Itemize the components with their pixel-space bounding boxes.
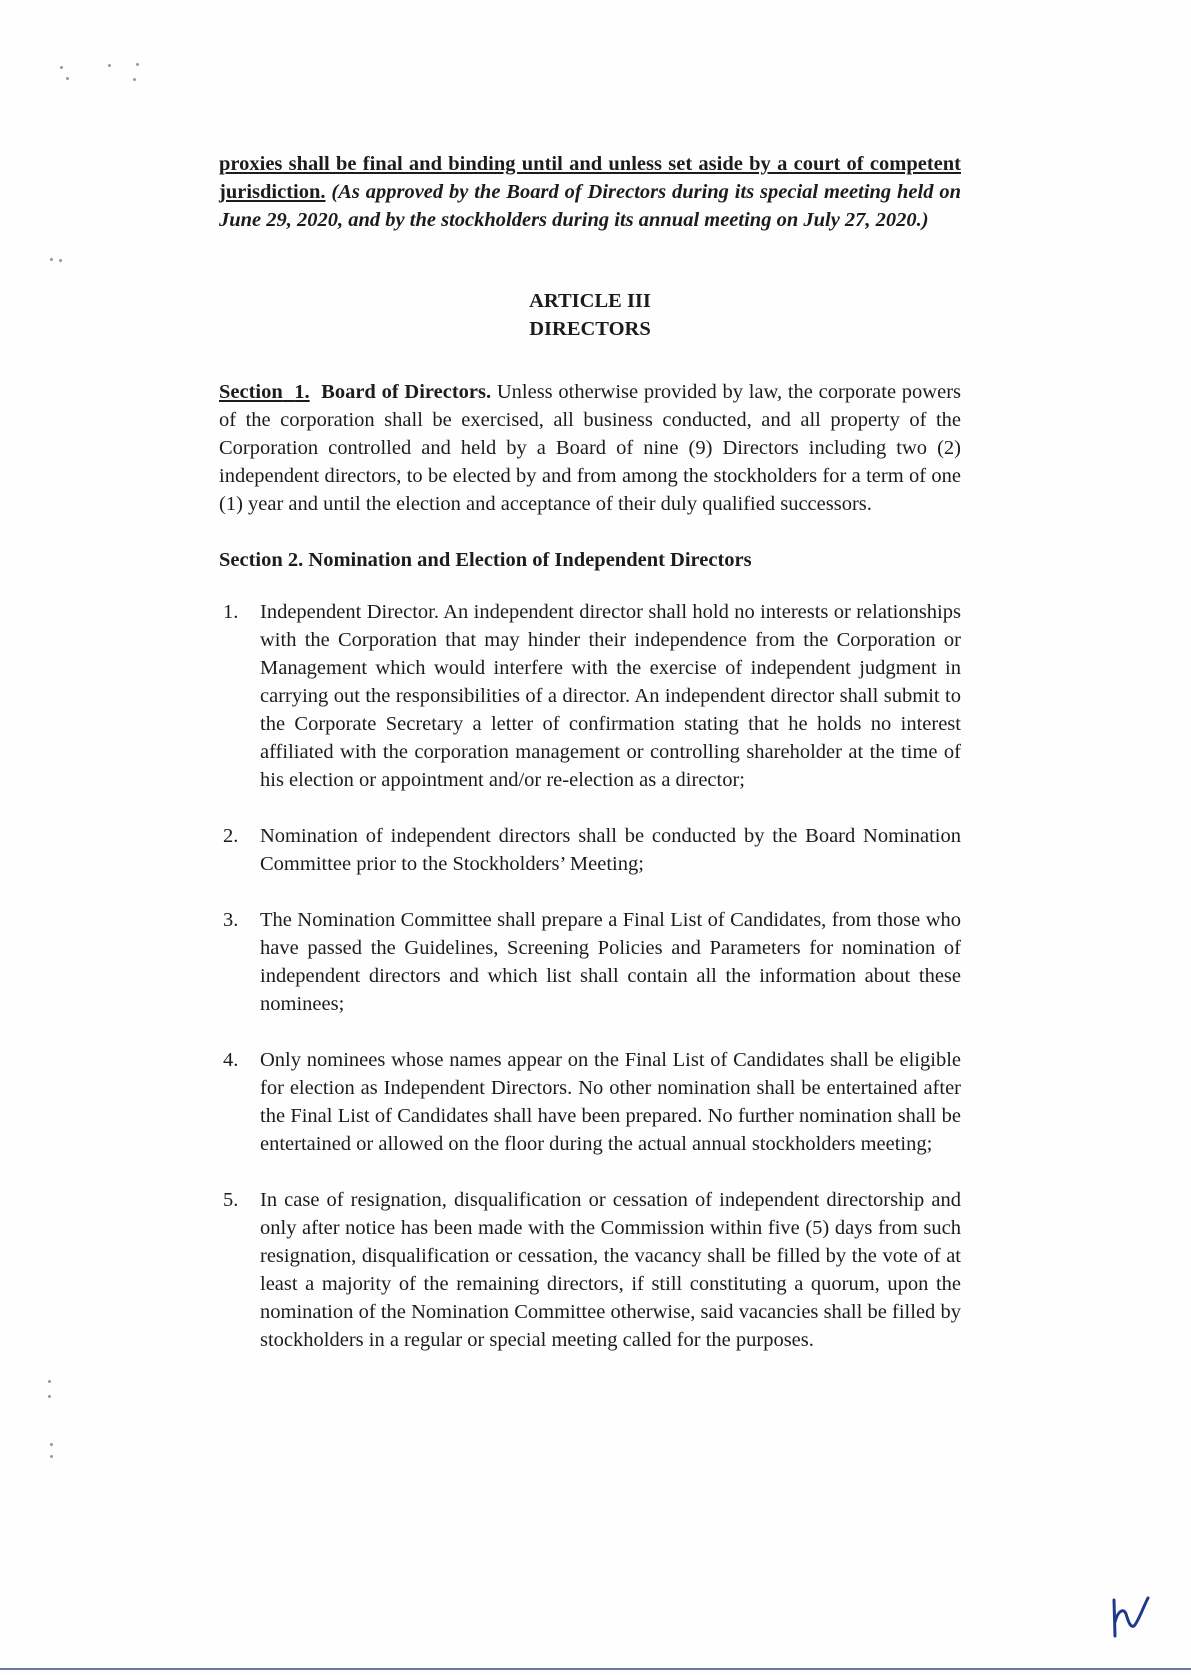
list-item-number: 1. (223, 601, 239, 623)
proxies-clause: proxies shall be final and binding until and unless set aside by a court of competent jurisdiction. (219, 153, 961, 203)
list-item-text: Nomination of independent directors shall be conducted by the Board Nomination Committee prior to the Stockholders’ Meeting; (260, 825, 961, 875)
continuation-paragraph (219, 150, 961, 234)
section-2-items (219, 598, 961, 1354)
list-item (219, 906, 961, 1018)
list-item-text: The Nomination Committee shall prepare a Final List of Candidates, from those who have passed the Guidelines, Screening Policies and Parameters for nomination of independent directors and which list shall contain all the information about these nominees; (260, 909, 961, 1015)
handwritten-initials-icon (1108, 1592, 1156, 1638)
list-item-number: 2. (223, 825, 239, 847)
section-1-label-prefix: Section (219, 381, 283, 403)
list-item-number: 3. (223, 909, 239, 931)
section-1-label-number: 1. (294, 381, 310, 403)
list-item-text: In case of resignation, disqualification or cessation of independent directorship and only after notice has been made with the Commission within five (5) days from such resignation, disqualification or cessation, the vacancy shall be filled by the vote of at least a majority of the remaining directors, if still constituting a quorum, upon the nomination of the Nomination Committee otherwise, said vacancies shall be filled by stockholders in a regular or special meeting called for the purposes. (260, 1189, 961, 1351)
article-number: ARTICLE III (529, 290, 651, 312)
section-1-label (219, 381, 491, 403)
article-heading (219, 287, 961, 343)
list-item-text: Only nominees whose names appear on the Final List of Candidates shall be eligible for election as Independent Directors. No other nomination shall be entertained after the Final List of Candidates shall have been prepared. No further nomination shall be entertained or allowed on the floor during the actual annual stockholders meeting; (260, 1049, 961, 1155)
list-item (219, 1046, 961, 1158)
list-item (219, 1186, 961, 1354)
page-edge-line (0, 1668, 1191, 1670)
section-1-label-title: Board of Directors. (321, 381, 492, 403)
article-title: DIRECTORS (529, 318, 651, 340)
scan-margin-specks (0, 0, 160, 1675)
list-item-number: 5. (223, 1189, 239, 1211)
section-1-paragraph (219, 378, 961, 518)
list-item-number: 4. (223, 1049, 239, 1071)
section-1-body: Unless otherwise provided by law, the corporate powers of the corporation shall be exercised, all business conducted, and all property of the Corporation controlled and held by a Board of nine (9) Directors including two (2) independent directors, to be elected by and from among the stockholders for a term of one (1) year and until the election and acceptance of their duly qualified successors. (219, 381, 961, 515)
document-body (219, 150, 961, 1382)
list-item-text: Independent Director. An independent director shall hold no interests or relationships with the Corporation that may hinder their independence from the Corporation or Management which would interfere with the exercise of independent judgment in carrying out the responsibilities of a director. An independent director shall submit to the Corporate Secretary a letter of confirmation stating that he holds no interest affiliated with the corporation management or controlling shareholder at the time of his election or appointment and/or re-election as a director; (260, 601, 961, 791)
section-2-title: Section 2. Nomination and Election of Independent Directors (219, 549, 752, 571)
approval-note: (As approved by the Board of Directors during its special meeting held on June 29, 2020, and by the stockholders during its annual meeting on July 27, 2020.) (219, 181, 961, 231)
list-item (219, 822, 961, 878)
list-item (219, 598, 961, 794)
